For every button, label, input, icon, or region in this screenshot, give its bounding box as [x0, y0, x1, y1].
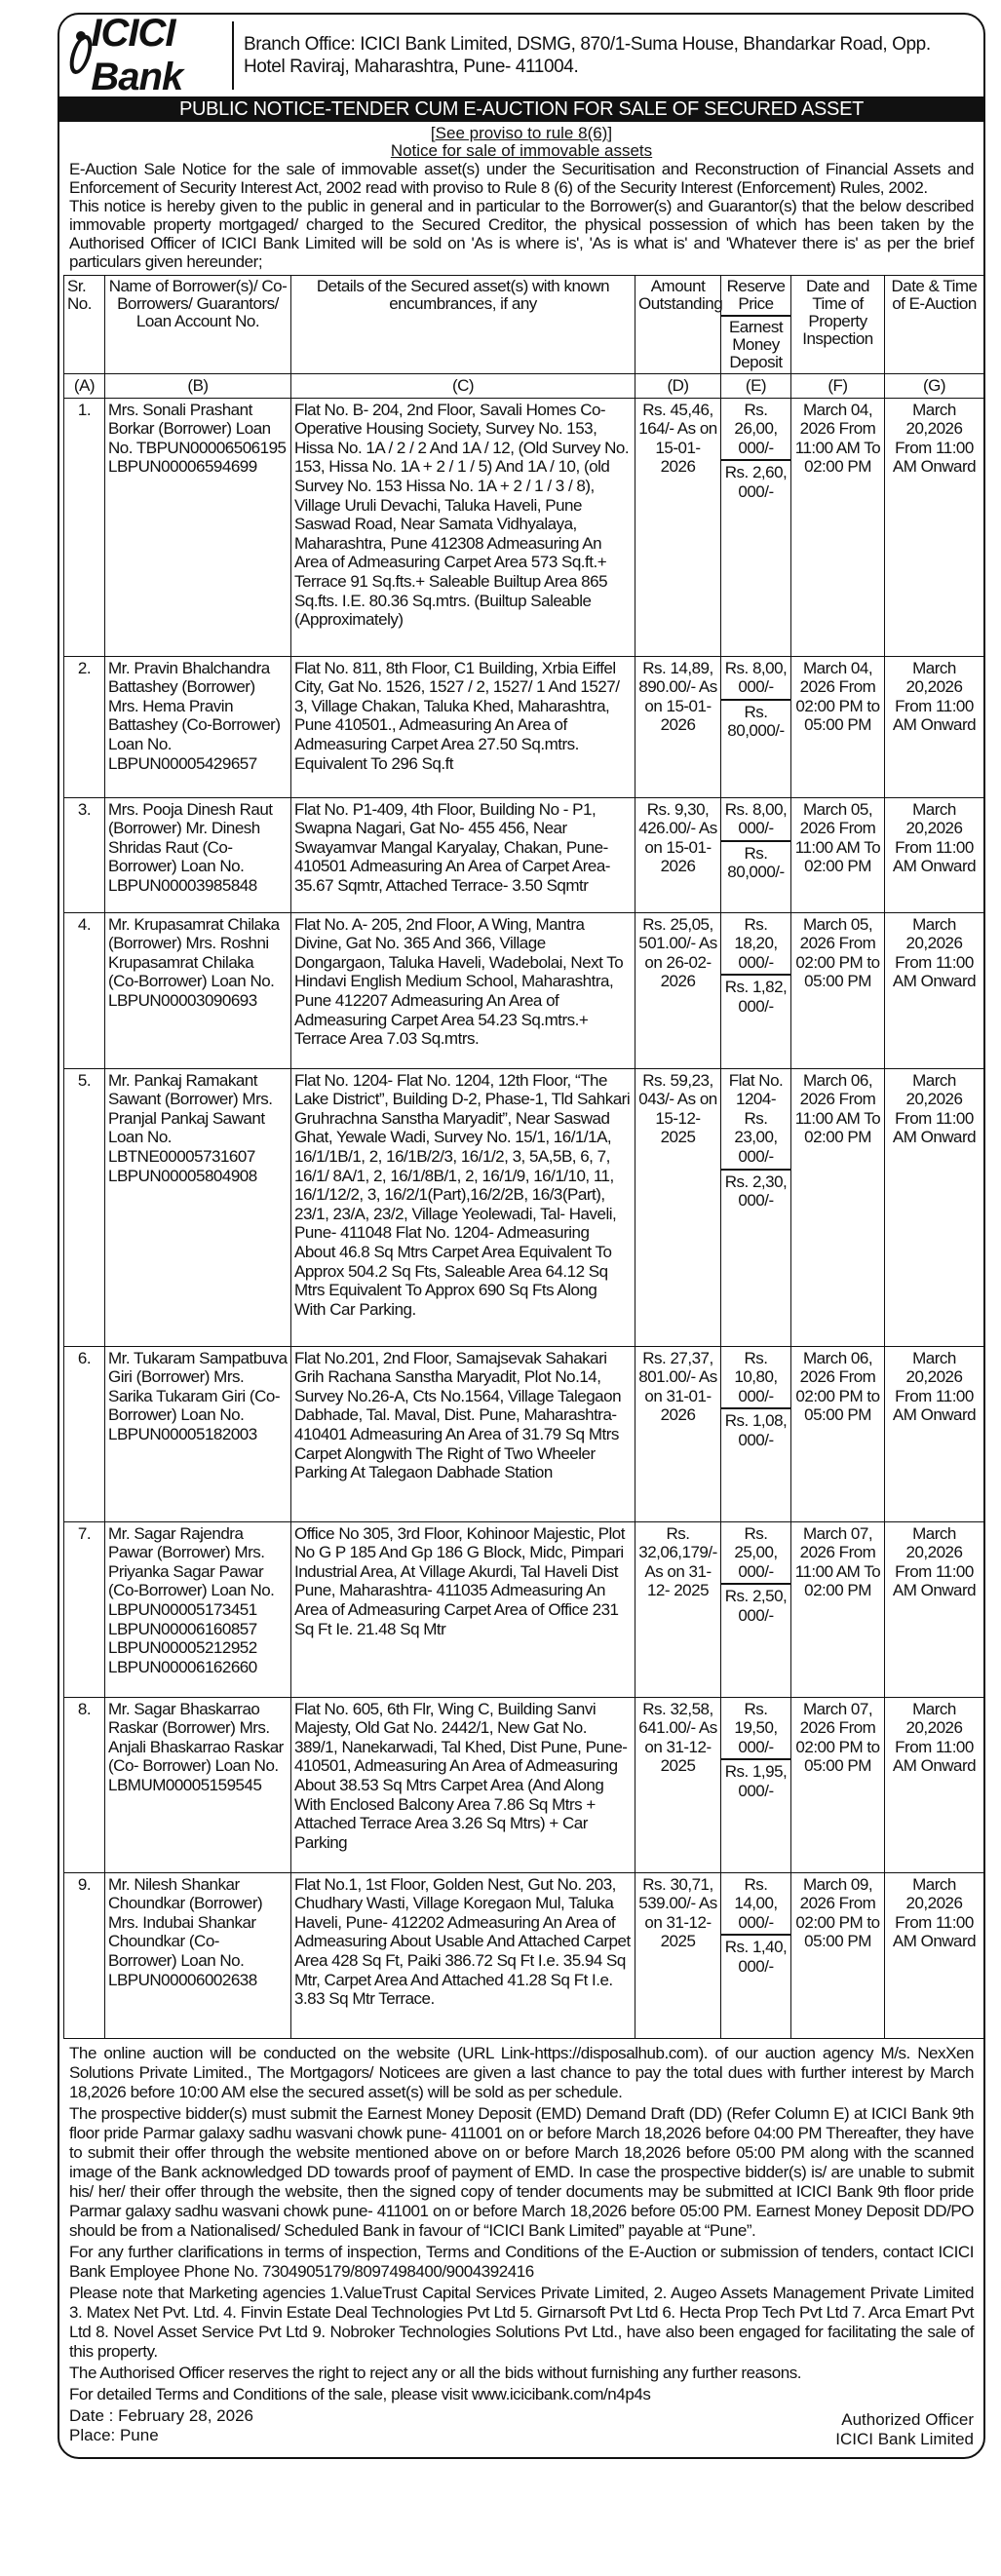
sr-no: 3. [64, 797, 105, 912]
earnest-money-deposit: Rs. 1,08, 000/- [724, 1411, 788, 1449]
sr-no: 8. [64, 1697, 105, 1872]
column-letter: (G) [885, 374, 984, 399]
inspection-datetime: March 06, 2026 From 11:00 AM To 02:00 PM [791, 1068, 885, 1346]
borrower-details: Mr. Nilesh Shankar Choundkar (Borrower) Mrs. Indubai Shankar Choundkar (Co- Borrower) Loan No. LBPUN00006002638 [105, 1872, 291, 2038]
footer-paragraph-terms: For detailed Terms and Conditions of the sale, please visit www.icicibank.com/n4p4s [69, 2384, 651, 2403]
intro-paragraph-2: This notice is hereby given to the public in general and in particular to the Borrower(s) and Guarantor(s) that the below described immovable property mortgaged/ charged to the Secured Creditor, the physical possession of which has been taken by the Authorised Officer of ICICI Bank Limited will be sold on 'As is where is', 'As is what is' and 'Whatever there is' as per the brief particulars given hereunder; [69, 197, 974, 271]
reserve-price: Rs. 10,80, 000/- [721, 1347, 790, 1410]
inspection-datetime: March 04, 2026 From 11:00 AM To 02:00 PM [791, 398, 885, 656]
header-borrower-name: Name of Borrower(s)/ Co-Borrowers/ Guarantors/ Loan Account No. [105, 276, 291, 374]
amount-outstanding: Rs. 9,30, 426.00/- As on 15-01- 2026 [635, 797, 721, 912]
column-letter: (A) [64, 374, 105, 399]
reserve-price: Rs. 8,00, 000/- [721, 798, 790, 842]
reserve-emd-cell [721, 1346, 791, 1521]
column-letter: (C) [291, 374, 635, 399]
icici-logo-icon [69, 33, 87, 78]
header-asset-details: Details of the Secured asset(s) with known encumbrances, if any [291, 276, 635, 374]
reserve-price: Rs. 14,00, 000/- [721, 1873, 790, 1937]
notice-header [59, 12, 983, 98]
earnest-money-deposit: Rs. 1,82, 000/- [724, 978, 788, 1016]
signatory-title: Authorized Officer [841, 2409, 974, 2429]
notice-title: PUBLIC NOTICE-TENDER CUM E-AUCTION FOR SALE OF SECURED ASSET [59, 96, 983, 122]
sr-no: 2. [64, 656, 105, 797]
borrower-details: Mr. Sagar Bhaskarrao Raskar (Borrower) Mrs. Anjali Bhaskarrao Raskar (Co- Borrower) Loan No. LBMUM00005159545 [105, 1697, 291, 1872]
asset-details: Flat No. 605, 6th Flr, Wing C, Building Sanvi Majesty, Old Gat No. 2442/1, New Gat No. 389/1, Nanekarwadi, Tal Khed, Dist Pune, Pune- 410501, Admeasuring An Area of Admeasuring About 38.53 Sq Mtrs Carpet Area (And Along With Enclosed Balcony Area 7.86 Sq Mtrs + Attached Terrace Area 3.26 Sq Mtrs) + Car Parking [291, 1697, 635, 1872]
reserve-price: Rs. 25,00, 000/- [721, 1522, 790, 1586]
sr-no: 4. [64, 912, 105, 1068]
amount-outstanding: Rs. 45,46, 164/- As on 15-01- 2026 [635, 398, 721, 656]
reserve-emd-cell [721, 656, 791, 797]
reserve-price: Rs. 18,20, 000/- [721, 913, 790, 977]
amount-outstanding: Rs. 25,05, 501.00/- As on 26-02- 2026 [635, 912, 721, 1068]
footer-paragraph-emd: The prospective bidder(s) must submit the Earnest Money Deposit (EMD) Demand Draft (DD) (Refer Column E) at ICICI Bank 9th floor pride Parmar galaxy sadhu wasvani chowk pune- 411001 on or before March 18,2026 before 04:00 PM Thereafter, they have to submit their offer through the website mentioned above on or before March 18,2026 before 05:00 PM along with the scanned image of the Bank acknowledged DD towards proof of payment of EMD. In case the prospective bidder(s) is/ are unable to submit his/ her/ their offer through the website, then the signed copy of tender documents may be submitted at ICICI Bank 9th floor pride Parmar galaxy sadhu wasvani chowk pune- 411001 on or before March 18,2026 before 05:00 PM. Earnest Money Deposit DD/PO should be from a Nationalised/ Scheduled Bank in favour of “ICICI Bank Limited” payable at “Pune”. [69, 2103, 974, 2240]
amount-outstanding: Rs. 27,37, 801.00/- As on 31-01- 2026 [635, 1346, 721, 1521]
notice-subtitle-text: Notice for sale of immovable assets [390, 141, 653, 160]
notice-date: Date : February 28, 2026 [69, 2405, 254, 2425]
footer-paragraph-contact: For any further clarifications in terms of inspection, Terms and Conditions of the E-Auction or submission of tenders, contact ICICI Bank Employee Phone No. 7304905179/8097498400/9004392416 [69, 2242, 974, 2281]
asset-details: Flat No.201, 2nd Floor, Samajsevak Sahakari Grih Rachana Sanstha Maryadit, Plot No.14, Survey No.26-A, Cts No.1564, Village Talegaon Dabhade, Tal. Maval, Dist. Pune, Maharashtra- 410401 Admeasuring An Area of 31.79 Sq Mtrs Carpet Alongwith The Right of Two Wheeler Parking At Talegaon Dabhade Station [291, 1346, 635, 1521]
amount-outstanding: Rs. 14,89, 890.00/- As on 15-01- 2026 [635, 656, 721, 797]
earnest-money-deposit: Rs. 1,40, 000/- [724, 1938, 788, 1976]
public-notice [58, 13, 985, 2459]
borrower-details: Mr. Tukaram Sampatbuva Giri (Borrower) Mrs. Sarika Tukaram Giri (Co-Borrower) Loan No. LBPUN00005182003 [105, 1346, 291, 1521]
column-letter-row [64, 374, 984, 399]
header-reserve-price: Reserve Price [721, 276, 790, 317]
amount-outstanding: Rs. 30,71, 539.00/- As on 31-12- 2025 [635, 1872, 721, 2038]
borrower-details: Mrs. Pooja Dinesh Raut (Borrower) Mr. Dinesh Shridas Raut (Co-Borrower) Loan No. LBPUN00003985848 [105, 797, 291, 912]
inspection-datetime: March 04, 2026 From 02:00 PM to 05:00 PM [791, 656, 885, 797]
notice-place: Place: Pune [69, 2425, 159, 2444]
column-letter: (F) [791, 374, 885, 399]
earnest-money-deposit: Rs. 80,000/- [727, 702, 785, 741]
subtitle-proviso [59, 125, 983, 142]
reserve-emd-cell [721, 1068, 791, 1346]
auction-datetime: March 20,2026 From 11:00 AM Onward [885, 398, 984, 656]
asset-details: Flat No. 811, 8th Floor, C1 Building, Xrbia Eiffel City, Gat No. 1526, 1527 / 2, 1527/ 1 And 1527/ 3, Village Chakan, Taluka Khed, Maharashtra, Pune 410501., Admeasuring An Area of Admeasuring Carpet Area 27.50 Sq.mtrs. Equivalent To 296 Sq.ft [291, 656, 635, 797]
borrower-details: Mr. Krupasamrat Chilaka (Borrower) Mrs. Roshni Krupasamrat Chilaka (Co-Borrower) Loan No. LBPUN00003090693 [105, 912, 291, 1068]
footer-paragraph-agencies: Please note that Marketing agencies 1.ValueTrust Capital Services Private Limited, 2. Augeo Assets Management Private Limited 3. Matex Net Pvt. Ltd. 4. Finvin Estate Deal Technologies Pvt Ltd 5. Girnarsoft Pvt Ltd 6. Hecta Prop Tech Pvt Ltd 7. Arca Emart Pvt Ltd 8. Novel Asset Service Pvt Ltd 9. Nobroker Technologies Solutions Pvt Ltd., have also been engaged for facilitating the sale of this property. [69, 2283, 974, 2361]
borrower-details: Mr. Sagar Rajendra Pawar (Borrower) Mrs. Priyanka Sagar Pawar (Co-Borrower) Loan No. LBPUN00005173451 LBPUN00006160857 LBPUN00005212952 LBPUN00006162660 [105, 1521, 291, 1697]
table-row [64, 797, 984, 912]
sr-no: 7. [64, 1521, 105, 1697]
auction-datetime: March 20,2026 From 11:00 AM Onward [885, 1068, 984, 1346]
asset-details: Flat No. B- 204, 2nd Floor, Savali Homes Co-Operative Housing Society, Survey No. 153, Hissa No. 1A / 2 / 2 And 1A / 12, (Old Survey No. 153, Hissa No. 1A + 2 / 1 / 5) And 1A / 10, (old Survey No. 153 Hissa No. 1A + 2 / 1 / 3 / 8), Village Uruli Devachi, Taluka Haveli, Pune Saswad Road, Near Samata Vidhyalaya, Maharashtra, Pune 412308 Admeasuring An Area of Admeasuring Carpet Area 573 Sq.ft.+ Terrace 91 Sq.fts.+ Saleable Builtup Area 865 Sq.fts. I.E. 80.36 Sq.mtrs. (Builtup Saleable (Approximately) [291, 398, 635, 656]
header-reserve-emd [721, 276, 791, 374]
inspection-datetime: March 07, 2026 From 11:00 AM To 02:00 PM [791, 1521, 885, 1697]
reserve-emd-cell [721, 1872, 791, 2038]
borrower-details: Mr. Pravin Bhalchandra Battashey (Borrower) Mrs. Hema Pravin Battashey (Co-Borrower) Loan No. LBPUN00005429657 [105, 656, 291, 797]
auction-datetime: March 20,2026 From 11:00 AM Onward [885, 656, 984, 797]
reserve-emd-cell [721, 1697, 791, 1872]
logo-text: ICICI Bank [91, 12, 183, 98]
inspection-datetime: March 05, 2026 From 11:00 AM To 02:00 PM [791, 797, 885, 912]
branch-office-address: Branch Office: ICICI Bank Limited, DSMG, 870/1-Suma House, Bhandarkar Road, Opp. Hotel Raviraj, Maharashtra, Pune- 411004. [243, 34, 931, 77]
table-row [64, 656, 984, 797]
asset-details: Flat No. 1204- Flat No. 1204, 12th Floor, “The Lake District”, Building D-2, Phase-1, Tld Sahkari Gruhrachna Sanstha Maryadit”, Near Saswad Ghat, Yewale Wadi, Survey No. 15/1, 16/1/1A, 16/1/1B/1, 2, 16/1B/2/3, 16/1/2, 3, 5A,5B, 6, 7, 16/1/ 8A/1, 2, 16/1/8B/1, 2, 16/1/9, 16/1/10, 11, 16/1/12/2, 3, 16/2/1(Part),16/2/2B, 16/3(Part), 23/1, 23/A, 23/2, Village Yeolewadi, Tal- Haveli, Pune- 411048 Flat No. 1204- Admeasuring About 46.8 Sq Mtrs Carpet Area Equivalent To Approx 504.2 Sq Fts, Saleable Area 64.12 Sq Mtrs Equivalent To Approx 690 Sq Fts Along With Car Parking. [291, 1068, 635, 1346]
intro-paragraph-1: E-Auction Sale Notice for the sale of immovable asset(s) under the Securitisation and Reconstruction of Financial Assets and Enforcement of Security Interest Act, 2002 read with proviso to Rule 8 (6) of the Security Interest (Enforcement) Rules, 2002. [69, 160, 974, 197]
asset-details: Flat No. P1-409, 4th Floor, Building No - P1, Swapna Nagari, Gat No- 455 456, Near Swayamvar Mangal Karyalay, Chakan, Pune- 410501 Admeasuring An Area of Carpet Area- 35.67 Sqmtr, Attached Terrace- 3.50 Sqmtr [291, 797, 635, 912]
asset-details: Flat No. A- 205, 2nd Floor, A Wing, Mantra Divine, Gat No. 365 And 366, Village Dongargaon, Taluka Haveli, Wadebolai, Next To Hindavi English Medium School, Maharashtra, Pune 412207 Admeasuring An Area of Admeasuring Carpet Area 54.23 Sq.mtrs.+ Terrace Area 7.03 Sq.mtrs. [291, 912, 635, 1068]
auction-datetime: March 20,2026 From 11:00 AM Onward [885, 1521, 984, 1697]
auction-datetime: March 20,2026 From 11:00 AM Onward [885, 1872, 984, 2038]
asset-details: Flat No.1, 1st Floor, Golden Nest, Gut No. 203, Chudhary Wasti, Village Koregaon Mul, Taluka Haveli, Pune- 412202 Admeasuring An Area of Admeasuring About Usable And Attached Carpet Area 428 Sq Ft, Paiki 386.72 Sq Ft I.e. 35.94 Sq Mtr, Carpet Area And Attached 41.28 Sq Ft I.e. 3.83 Sq Mtr Terrace. [291, 1872, 635, 2038]
column-letter: (E) [721, 374, 791, 399]
column-letter: (D) [635, 374, 721, 399]
inspection-datetime: March 07, 2026 From 02:00 PM to 05:00 PM [791, 1697, 885, 1872]
signatory-org: ICICI Bank Limited [835, 2429, 974, 2448]
amount-outstanding: Rs. 59,23, 043/- As on 15-12- 2025 [635, 1068, 721, 1346]
earnest-money-deposit: Rs. 1,95, 000/- [724, 1762, 788, 1800]
reserve-emd-cell [721, 398, 791, 656]
signature-block [59, 2404, 983, 2449]
table-row [64, 1872, 984, 2038]
reserve-price: Flat No. 1204- Rs. 23,00, 000/- [721, 1069, 790, 1171]
header-emd: Earnest Money Deposit [728, 318, 784, 371]
footer-paragraph-rights: The Authorised Officer reserves the right to reject any or all the bids without furnishing any further reasons. [69, 2363, 802, 2382]
column-letter: (B) [105, 374, 291, 399]
header-sr-no: Sr. No. [64, 276, 105, 374]
reserve-price: Rs. 26,00, 000/- [721, 399, 790, 462]
reserve-emd-cell [721, 797, 791, 912]
header-inspection: Date and Time of Property Inspection [791, 276, 885, 374]
table-header-row [64, 276, 984, 374]
table-row [64, 398, 984, 656]
earnest-money-deposit: Rs. 80,000/- [727, 843, 785, 882]
sr-no: 5. [64, 1068, 105, 1346]
auction-datetime: March 20,2026 From 11:00 AM Onward [885, 1697, 984, 1872]
auction-datetime: March 20,2026 From 11:00 AM Onward [885, 1346, 984, 1521]
inspection-datetime: March 05, 2026 From 02:00 PM to 05:00 PM [791, 912, 885, 1068]
icici-bank-logo [69, 12, 234, 98]
inspection-datetime: March 09, 2026 From 02:00 PM to 05:00 PM [791, 1872, 885, 2038]
table-row [64, 912, 984, 1068]
reserve-emd-cell [721, 1521, 791, 1697]
header-e-auction: Date & Time of E-Auction [885, 276, 984, 374]
auction-table [63, 275, 984, 2039]
earnest-money-deposit: Rs. 2,30, 000/- [724, 1172, 788, 1211]
earnest-money-deposit: Rs. 2,50, 000/- [724, 1587, 788, 1625]
header-amount-outstanding: Amount Outstanding [635, 276, 721, 374]
subtitle-notice [59, 142, 983, 160]
sr-no: 6. [64, 1346, 105, 1521]
borrower-details: Mrs. Sonali Prashant Borkar (Borrower) Loan No. TBPUN00006506195 LBPUN00006594699 [105, 398, 291, 656]
footer-paragraph-auction: The online auction will be conducted on the website (URL Link-https://disposalhub.com). of our auction agency M/s. NexXen Solutions Private Limited., The Mortgagors/ Noticees are given a last chance to pay the total dues with further interest by March 18,2026 before 10:00 AM else the secured asset(s) will be sold as per schedule. [69, 2043, 974, 2101]
reserve-price: Rs. 8,00, 000/- [721, 657, 790, 701]
amount-outstanding: Rs. 32,58, 641.00/- As on 31-12- 2025 [635, 1697, 721, 1872]
sr-no: 1. [64, 398, 105, 656]
sr-no: 9. [64, 1872, 105, 2038]
asset-details: Office No 305, 3rd Floor, Kohinoor Majestic, Plot No G P 185 And Gp 186 G Block, Midc, Pimpari Industrial Area, At Village Akurdi, Tal Haveli Dist Pune, Maharashtra- 411035 Admeasuring An Area of Admeasuring Carpet Area of Office 231 Sq Ft Ie. 21.48 Sq Mtr [291, 1521, 635, 1697]
table-row [64, 1521, 984, 1697]
table-row [64, 1346, 984, 1521]
borrower-details: Mr. Pankaj Ramakant Sawant (Borrower) Mrs. Pranjal Pankaj Sawant Loan No. LBTNE00005731607 LBPUN00005804908 [105, 1068, 291, 1346]
earnest-money-deposit: Rs. 2,60, 000/- [724, 463, 788, 501]
table-row [64, 1068, 984, 1346]
reserve-emd-cell [721, 912, 791, 1068]
amount-outstanding: Rs. 32,06,179/- As on 31-12- 2025 [635, 1521, 721, 1697]
reserve-price: Rs. 19,50, 000/- [721, 1698, 790, 1761]
auction-datetime: March 20,2026 From 11:00 AM Onward [885, 797, 984, 912]
inspection-datetime: March 06, 2026 From 02:00 PM to 05:00 PM [791, 1346, 885, 1521]
proviso-text: [See proviso to rule 8(6)] [430, 124, 613, 142]
table-row [64, 1697, 984, 1872]
auction-datetime: March 20,2026 From 11:00 AM Onward [885, 912, 984, 1068]
